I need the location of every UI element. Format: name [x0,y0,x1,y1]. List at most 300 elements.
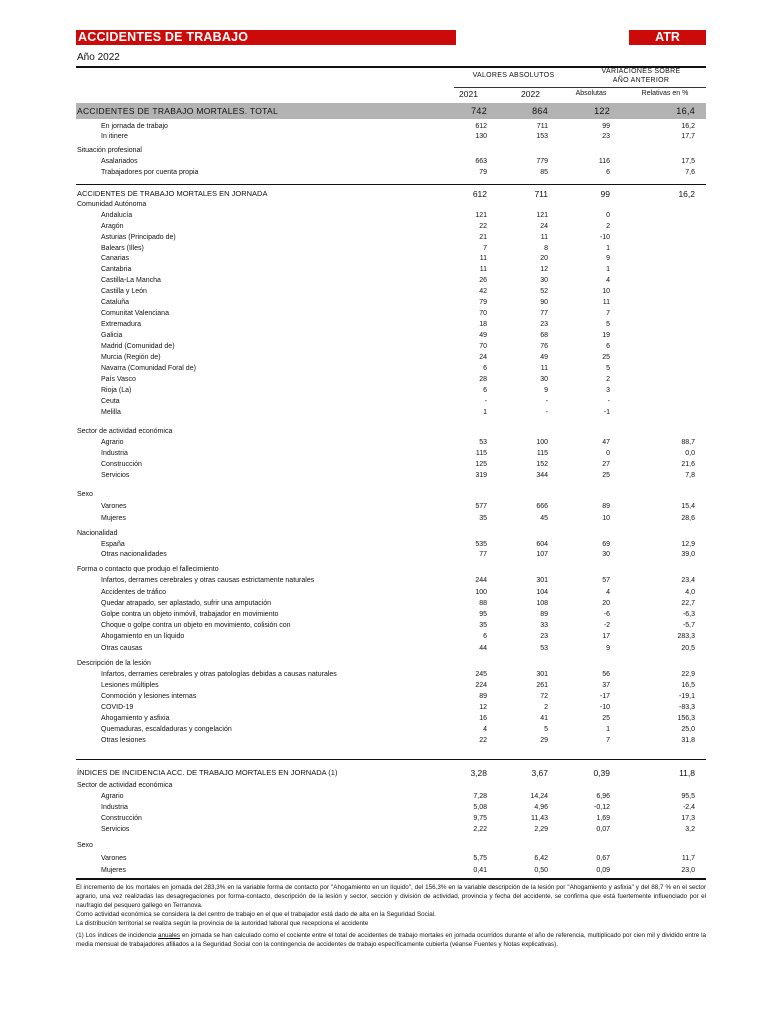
row-label: Comunidad Autónoma [77,201,147,208]
table-row [76,222,706,232]
cell-2021: 35 [479,622,487,629]
row-label: Infartos, derrames cerebrales y otras patologías debidas a causas naturales [101,671,337,678]
cell-2022: 5 [544,726,548,733]
cell-2021: 224 [475,682,487,689]
cell-absolutas: 6 [606,169,610,176]
cell-2021: 3,28 [470,768,487,778]
table-row [76,157,706,167]
cell-2022: 68 [540,332,548,339]
cell-2022: 301 [536,671,548,678]
cell-2022: 24 [540,223,548,230]
table-row [76,342,706,352]
cell-absolutas: 1,69 [596,815,610,822]
row-label: Sexo [77,491,93,498]
table-row [76,353,706,363]
cell-2022: 20 [540,255,548,262]
table-row [76,502,706,512]
cell-absolutas: 4 [606,277,610,284]
cell-absolutas: 19 [602,332,610,339]
cell-relativas: 28,6 [681,515,695,522]
cell-absolutas: 7 [606,737,610,744]
cell-relativas: -19,1 [679,693,695,700]
row-label: País Vasco [101,376,136,383]
cell-2021: 121 [475,212,487,219]
row-label: Servicios [101,826,130,833]
cell-absolutas: 5 [606,365,610,372]
table-row [76,644,706,654]
row-label: Mujeres [101,515,126,522]
cell-2022: 864 [532,106,548,116]
note-territorial: La distribución territorial se realiza según la provincia de la autoridad laboral que recepciona el accidente [76,920,369,927]
table-row [76,298,706,308]
cell-2022: 29 [540,737,548,744]
row-label: Conmoción y lesiones internas [101,693,197,700]
year-label: Año 2022 [77,52,120,63]
cell-absolutas: 10 [602,515,610,522]
header-variaciones-line2: AÑO ANTERIOR [612,77,670,84]
cell-absolutas: 37 [602,682,610,689]
cell-2022: 666 [536,503,548,510]
cell-relativas: 11,7 [681,855,695,862]
cell-absolutas: -0,12 [594,804,610,811]
table-row [76,386,706,396]
cell-relativas: 39,0 [681,551,695,558]
cell-absolutas: 1 [606,245,610,252]
cell-absolutas: 69 [602,541,610,548]
row-label: Cataluña [101,299,130,306]
table-row [76,588,706,598]
table-row [76,254,706,264]
cell-relativas: 88,7 [681,439,695,446]
cell-absolutas: 99 [602,123,610,130]
cell-relativas: 0,0 [685,450,695,457]
col-header-2021: 2021 [459,89,478,99]
row-label: ACCIDENTES DE TRABAJO MORTALES EN JORNADA [77,189,268,198]
cell-2021: 26 [479,277,487,284]
cell-2021: 100 [475,589,487,596]
row-label: Quedar atrapado, ser aplastado, sufrir una amputación [101,600,272,607]
header-sub-rule [454,87,706,88]
table-row [76,825,706,835]
cell-absolutas: 10 [602,288,610,295]
table-row [76,792,706,802]
table-row [76,814,706,824]
table-row [76,211,706,221]
cell-absolutas: 25 [602,472,610,479]
cell-2021: 5,08 [473,804,487,811]
row-label: Sector de actividad económica [77,782,173,789]
group-heading-row [76,565,706,575]
cell-2022: 121 [536,212,548,219]
cell-2021: 21 [479,234,487,241]
cell-absolutas: -10 [599,704,610,711]
cell-absolutas: 0 [606,450,610,457]
cell-absolutas: 99 [600,189,610,199]
table-row [76,122,706,132]
cell-relativas: 4,0 [685,589,695,596]
cell-2021: 5,75 [473,855,487,862]
row-label: Navarra (Comunidad Foral de) [101,365,196,372]
cell-2022: 344 [536,472,548,479]
table-row [76,320,706,330]
cell-2022: 107 [536,551,548,558]
cell-2021: 245 [475,671,487,678]
cell-2022: 9 [544,387,548,394]
cell-absolutas: 27 [602,461,610,468]
cell-relativas: 22,9 [681,671,695,678]
cell-absolutas: -6 [603,611,610,618]
row-label: ÍNDICES DE INCIDENCIA ACC. DE TRABAJO MORTALES EN JORNADA (1) [77,768,338,777]
section-code-badge: ATR [629,30,706,45]
cell-relativas: 283,3 [677,633,695,640]
cell-2021: 125 [475,461,487,468]
table-row [76,803,706,813]
cell-absolutas: 116 [598,158,610,165]
row-label: Castilla y León [101,288,147,295]
table-row [76,438,706,448]
cell-absolutas: 20 [602,600,610,607]
cell-relativas: 17,7 [681,133,695,140]
cell-2021: 319 [475,472,487,479]
cell-2021: 22 [479,737,487,744]
cell-2021: 44 [479,645,487,652]
footnotes [76,883,706,949]
cell-absolutas: 0 [606,212,610,219]
cell-absolutas: 1 [606,726,610,733]
cell-2021: 612 [472,189,487,199]
table-row [76,233,706,243]
table-row [76,375,706,385]
cell-relativas: 20,5 [681,645,695,652]
table-row [76,408,706,418]
cell-2021: 77 [479,551,487,558]
row-label: Asalariados [101,158,138,165]
cell-absolutas: 23 [602,133,610,140]
row-label: Situación profesional [77,147,142,154]
cell-2021: 79 [479,299,487,306]
group-heading-row [76,781,706,791]
row-label: Otras lesiones [101,737,146,744]
row-label: Sector de actividad económica [77,428,173,435]
row-label: Otras causas [101,645,143,652]
page-title: ACCIDENTES DE TRABAJO [76,30,456,45]
row-label: En jornada de trabajo [101,123,168,130]
cell-2022: 153 [536,133,548,140]
row-label: In itinere [101,133,128,140]
group-heading-row [76,841,706,851]
row-label: Balears (Illes) [101,245,144,252]
table-row [76,287,706,297]
cell-absolutas: 9 [606,255,610,262]
table-row [76,703,706,713]
cell-relativas: -6,3 [682,611,695,618]
row-label: Otras nacionalidades [101,551,167,558]
cell-2021: 115 [475,450,487,457]
cell-absolutas: 2 [606,223,610,230]
cell-absolutas: 3 [606,387,610,394]
cell-relativas: 15,4 [681,503,695,510]
cell-relativas: 21,6 [681,461,695,468]
row-label: Extremadura [101,321,142,328]
row-label: Accidentes de tráfico [101,589,166,596]
note-incidence-index [76,931,706,949]
cell-2022: - [545,409,548,416]
cell-2022: 90 [540,299,548,306]
cell-2021: 6 [483,633,487,640]
note-economic-activity: Como actividad económica se considera la del centro de trabajo en el que el trabajador está dado de alta en la Seguridad Social. [76,911,436,918]
cell-absolutas: 6 [606,343,610,350]
cell-2022: 89 [540,611,548,618]
cell-absolutas: -17 [599,693,610,700]
cell-2021: 79 [479,169,487,176]
table-row [76,265,706,275]
cell-relativas: 23,4 [681,577,695,584]
cell-2021: 70 [479,310,487,317]
row-label: Ceuta [101,398,120,405]
cell-2022: 3,67 [531,768,548,778]
cell-2021: 70 [479,343,487,350]
row-label: Murcia (Región de) [101,354,161,361]
table-row [76,576,706,586]
group-heading-row [76,490,706,500]
cell-relativas: 31,8 [681,737,695,744]
row-label: Castilla-La Mancha [101,277,161,284]
cell-relativas: 16,2 [681,123,695,130]
row-label: COVID-19 [101,704,134,711]
table-row [76,168,706,178]
cell-absolutas: 1 [606,266,610,273]
cell-absolutas: 56 [602,671,610,678]
row-label: Ahogamiento en un líquido [101,633,185,640]
cell-2022: 76 [540,343,548,350]
table-row [76,714,706,724]
row-label: Choque o golpe contra un objeto en movimiento, colisión con [101,622,291,629]
cell-absolutas: 0,39 [593,768,610,778]
row-label: Comunitat Valenciana [101,310,169,317]
cell-relativas: -5,7 [682,622,695,629]
row-label: España [101,541,125,548]
table-row [76,736,706,746]
cell-2022: 152 [536,461,548,468]
group-heading-row [76,200,706,210]
row-label: Agrario [101,439,124,446]
row-label: Aragón [101,223,124,230]
cell-relativas: 22,7 [681,600,695,607]
table-row [76,514,706,524]
cell-2021: 11 [479,255,487,262]
cell-2021: 12 [479,704,487,711]
cell-absolutas: 7 [606,310,610,317]
table-row [76,854,706,864]
cell-relativas: 12,9 [681,541,695,548]
cell-2021: 535 [475,541,487,548]
cell-2022: 11 [540,234,548,241]
header-variaciones-line1: VARIACIONES SOBRE [601,68,681,75]
cell-relativas: 156,3 [677,715,695,722]
cell-2022: 30 [540,277,548,284]
group-heading-row [76,659,706,669]
cell-2021: 2,22 [473,826,487,833]
cell-absolutas: 25 [602,354,610,361]
cell-absolutas: -2 [603,622,610,629]
cell-absolutas: 0,67 [596,855,610,862]
table-row [76,309,706,319]
table-row [76,471,706,481]
group-heading-row [76,146,706,156]
cell-2021: 6 [483,387,487,394]
cell-absolutas: 30 [602,551,610,558]
cell-2021: 11 [479,266,487,273]
cell-2021: 24 [479,354,487,361]
note-increment: El incremento de los mortales en jornada del 283,3% en la variable forma de contacto por "Ahogamiento en un líquido", del 156,3% en la variable descripción de la lesión por "Ahogamiento y asfixia" y del 88,7 % en el sector agrario, una vez realizadas las desagregaciones por forma-contacto, descripción de la lesión y sector, sección y división de actividad, provincia y fecha del accidente, se confirma que está fuertemente influenciado por el naufragio del pesquero gallego en Terranova. [76,884,706,909]
cell-2021: 42 [479,288,487,295]
cell-absolutas: 122 [594,106,610,116]
cell-2021: 1 [483,409,487,416]
cell-relativas: 3,2 [685,826,695,833]
cell-2021: 244 [475,577,487,584]
cell-2022: 11 [540,365,548,372]
row-label: Lesiones múltiples [101,682,159,689]
cell-relativas: 17,5 [681,158,695,165]
cell-2022: 104 [536,589,548,596]
table-row [76,276,706,286]
section-row [76,189,706,199]
row-label: Agrario [101,793,124,800]
cell-relativas: 17,3 [681,815,695,822]
cell-2022: 85 [540,169,548,176]
cell-2022: 77 [540,310,548,317]
table-row [76,599,706,609]
table-row [76,244,706,254]
cell-2022: 11,43 [531,815,548,822]
row-label: Forma o contacto que produjo el fallecimiento [77,566,219,573]
cell-2022: 779 [536,158,548,165]
cell-relativas: 7,8 [685,472,695,479]
row-label: Rioja (La) [101,387,132,394]
cell-2022: 711 [534,189,548,199]
row-label: Servicios [101,472,130,479]
cell-2021: 95 [479,611,487,618]
cell-2021: 577 [475,503,487,510]
cell-2021: 35 [479,515,487,522]
cell-2022: 23 [540,321,548,328]
header-valores-absolutos: VALORES ABSOLUTOS [472,72,555,79]
cell-absolutas: 89 [602,503,610,510]
row-label: Asturias (Principado de) [101,234,176,241]
cell-2021: 53 [479,439,487,446]
table-row [76,449,706,459]
row-label: Trabajadores por cuenta propia [101,169,199,176]
cell-2022: 6,42 [534,855,548,862]
cell-2022: 108 [536,600,548,607]
row-label: Canarias [101,255,130,262]
cell-absolutas: 9 [606,645,610,652]
cell-2022: 33 [540,622,548,629]
cell-2022: - [545,398,548,405]
row-label: Ahogamiento y asfixia [101,715,170,722]
table-row [76,460,706,470]
table-row [76,692,706,702]
table-row [76,364,706,374]
cell-relativas: 16,2 [678,189,695,199]
table-row [76,866,706,876]
row-label: Madrid (Comunidad de) [101,343,175,350]
table-row [76,670,706,680]
cell-relativas: -2,4 [682,804,695,811]
cell-2022: 2,29 [534,826,548,833]
cell-2021: 130 [475,133,487,140]
notes-top-rule [76,878,706,880]
cell-2021: 6 [483,365,487,372]
row-label: Quemaduras, escaldaduras y congelación [101,726,232,733]
cell-2021: 7 [483,245,487,252]
cell-absolutas: 6,96 [596,793,610,800]
cell-relativas: 23,0 [681,867,695,874]
table-row [76,621,706,631]
row-label: Industria [101,450,128,457]
group-heading-row [76,529,706,539]
cell-absolutas: 5 [606,321,610,328]
cell-absolutas: -10 [599,234,610,241]
cell-2021: 4 [483,726,487,733]
row-label: Andalucía [101,212,133,219]
section-row [76,768,706,778]
cell-absolutas: 11 [602,299,610,306]
cell-2021: 88 [479,600,487,607]
note-incidence-pre: (1) Los índices de incidencia [76,932,158,939]
row-label: Mujeres [101,867,126,874]
row-label: Varones [101,503,127,510]
table-row [76,632,706,642]
cell-absolutas: 25 [602,715,610,722]
cell-2021: 18 [479,321,487,328]
row-label: Golpe contra un objeto inmóvil, trabajador en movimiento [101,611,279,618]
row-label: Sexo [77,842,93,849]
table-row [76,550,706,560]
cell-absolutas: 0,07 [596,826,610,833]
cell-2022: 49 [540,354,548,361]
cell-2021: 16 [479,715,487,722]
col-header-absolutas: Absolutas [575,90,607,97]
cell-2021: 0,41 [473,867,487,874]
cell-2021: 7,28 [473,793,487,800]
cell-2022: 604 [536,541,548,548]
cell-2022: 4,96 [534,804,548,811]
cell-absolutas: 4 [606,589,610,596]
cell-2021: 89 [479,693,487,700]
cell-2022: 23 [540,633,548,640]
section-divider-indices [76,759,706,760]
cell-relativas: 7,6 [685,169,695,176]
row-label: Cantabria [101,266,132,273]
row-label: Varones [101,855,127,862]
cell-relativas: 25,0 [681,726,695,733]
cell-absolutas: - [607,398,610,405]
cell-2021: 9,75 [473,815,487,822]
cell-2021: 22 [479,223,487,230]
note-incidence-post: en jornada se han calculado como el cociente entre el total de accidentes de trabajo mortales en jornada ocurridos durante el año de referencia, multiplicado por cien mil y dividido entre la media mensual de trabajadores afiliados a la Seguridad Social con la contingencia de accidentes de trabajo específicamente cubierta (véanse Fuentes y Notas explicativas). [76,932,706,948]
col-header-relativas: Relativas en % [641,90,689,97]
cell-absolutas: 0,09 [596,867,610,874]
group-heading-row [76,427,706,437]
table-row [76,331,706,341]
cell-2022: 14,24 [530,793,548,800]
cell-2022: 52 [540,288,548,295]
col-header-2022: 2022 [521,89,540,99]
total-row [76,103,706,119]
cell-2021: - [484,398,487,405]
note-incidence-underlined: anuales [157,932,181,939]
